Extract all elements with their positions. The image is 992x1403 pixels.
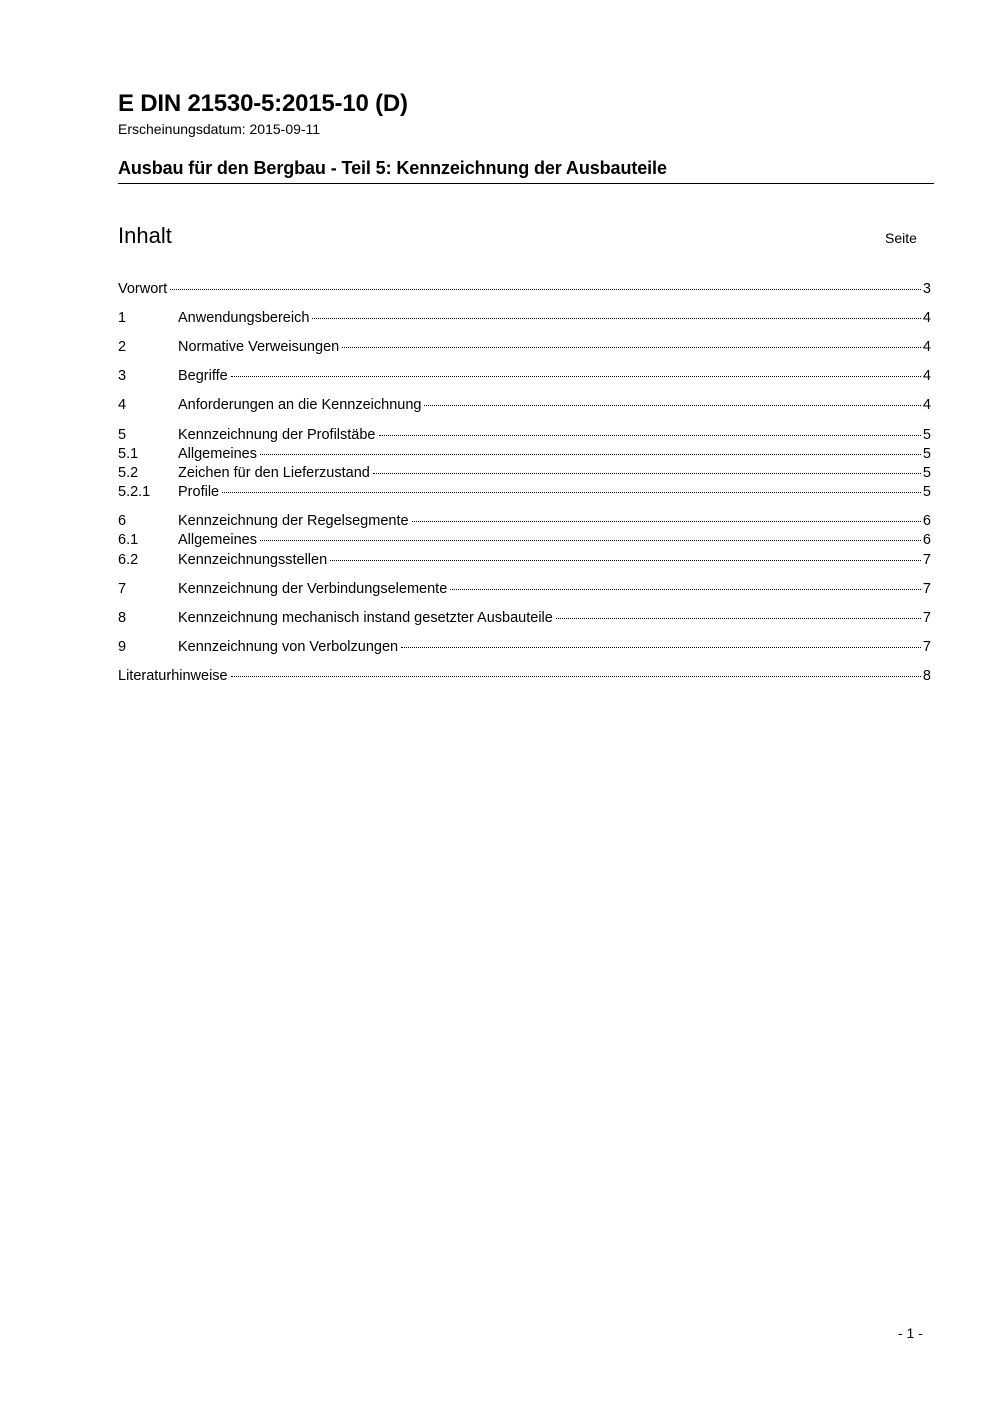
toc-entry-page: 5 [922, 465, 931, 481]
toc-entry-title: Kennzeichnung mechanisch instand gesetzter Ausbauteile [178, 610, 553, 626]
toc-entry[interactable] [118, 426, 931, 444]
toc-heading: Inhalt [118, 223, 172, 248]
toc-dot-leader [231, 676, 921, 677]
document-subtitle: Ausbau für den Bergbau - Teil 5: Kennzeichnung der Ausbauteile [118, 158, 667, 178]
toc-dot-leader [373, 473, 921, 474]
toc-entry[interactable] [118, 483, 931, 501]
toc-dot-leader [231, 376, 921, 377]
toc-dot-leader [312, 318, 921, 319]
toc-entry-title: Profile [178, 484, 220, 500]
toc-entry-number: 5.2 [118, 465, 139, 481]
toc-entry-page: 8 [922, 668, 931, 684]
toc-entry-number: 6.2 [118, 552, 139, 568]
publication-date: Erscheinungsdatum: 2015-09-11 [118, 121, 321, 137]
toc-entry[interactable] [118, 609, 931, 627]
toc-entry[interactable] [118, 338, 931, 356]
toc-entry[interactable] [118, 531, 931, 549]
toc-entry-number: 1 [118, 310, 127, 326]
toc-entry[interactable] [118, 551, 931, 569]
toc-dot-leader [222, 492, 921, 493]
toc-entry-title: Allgemeines [178, 446, 257, 462]
toc-entry-page: 6 [922, 513, 931, 529]
toc-entry-title: Kennzeichnung von Verbolzungen [178, 639, 399, 655]
toc-entry-page: 7 [922, 552, 931, 568]
toc-entry-page: 5 [922, 446, 931, 462]
toc-entry-number: 2 [118, 339, 127, 355]
toc-entry-title: Literaturhinweise [118, 668, 228, 684]
toc-entry[interactable] [118, 309, 931, 327]
toc-entry-number: 6.1 [118, 532, 139, 548]
toc-dot-leader [170, 289, 921, 290]
toc-entry[interactable] [118, 367, 931, 385]
toc-dot-leader [260, 540, 921, 541]
toc-entry[interactable] [118, 638, 931, 656]
toc-entry-title: Kennzeichnungsstellen [178, 552, 328, 568]
toc-entry-number: 5.1 [118, 446, 139, 462]
toc-entry-page: 5 [922, 484, 931, 500]
toc-dot-leader [401, 647, 921, 648]
toc-entry-number: 7 [118, 581, 127, 597]
toc-entry-title: Allgemeines [178, 532, 257, 548]
toc-entry[interactable] [118, 280, 931, 298]
toc-dot-leader [330, 560, 921, 561]
toc-entry[interactable] [118, 580, 931, 598]
toc-entry-number: 5 [118, 427, 127, 443]
toc-entry[interactable] [118, 464, 931, 482]
toc-entry-page: 4 [922, 397, 931, 413]
toc-entry-title: Zeichen für den Lieferzustand [178, 465, 370, 481]
toc-entry-title: Kennzeichnung der Regelsegmente [178, 513, 409, 529]
toc-entry-page: 4 [922, 339, 931, 355]
document-title: E DIN 21530-5:2015-10 (D) [118, 90, 408, 117]
toc-entry[interactable] [118, 445, 931, 463]
toc-entry-number: 6 [118, 513, 127, 529]
toc-entry[interactable] [118, 396, 931, 414]
toc-entry-title: Kennzeichnung der Profilstäbe [178, 427, 376, 443]
toc-dot-leader [379, 435, 921, 436]
header-divider [118, 183, 934, 184]
page-number-footer: - 1 - [898, 1325, 923, 1341]
toc-entry-number: 8 [118, 610, 127, 626]
toc-entry-number: 3 [118, 368, 127, 384]
toc-dot-leader [450, 589, 921, 590]
toc-entry[interactable] [118, 512, 931, 530]
toc-entry-page: 7 [922, 610, 931, 626]
toc-dot-leader [342, 347, 921, 348]
toc-dot-leader [412, 521, 921, 522]
toc-entry-page: 4 [922, 310, 931, 326]
toc-entry-title: Vorwort [118, 281, 168, 297]
toc-entry-page: 5 [922, 427, 931, 443]
toc-dot-leader [424, 405, 920, 406]
toc-entry-page: 7 [922, 581, 931, 597]
toc-entry-title: Kennzeichnung der Verbindungselemente [178, 581, 448, 597]
toc-entry-title: Anforderungen an die Kennzeichnung [178, 397, 422, 413]
toc-entry-number: 5.2.1 [118, 484, 151, 500]
toc-dot-leader [556, 618, 921, 619]
toc-entry-number: 4 [118, 397, 127, 413]
toc-entry[interactable] [118, 667, 931, 685]
toc-entry-title: Anwendungsbereich [178, 310, 310, 326]
toc-entry-title: Normative Verweisungen [178, 339, 340, 355]
toc-entry-number: 9 [118, 639, 127, 655]
toc-entry-page: 4 [922, 368, 931, 384]
toc-dot-leader [260, 454, 921, 455]
toc-page-column-label: Seite [885, 230, 917, 246]
toc-entry-page: 7 [922, 639, 931, 655]
toc-entry-title: Begriffe [178, 368, 228, 384]
toc-entry-page: 3 [922, 281, 931, 297]
toc-entry-page: 6 [922, 532, 931, 548]
